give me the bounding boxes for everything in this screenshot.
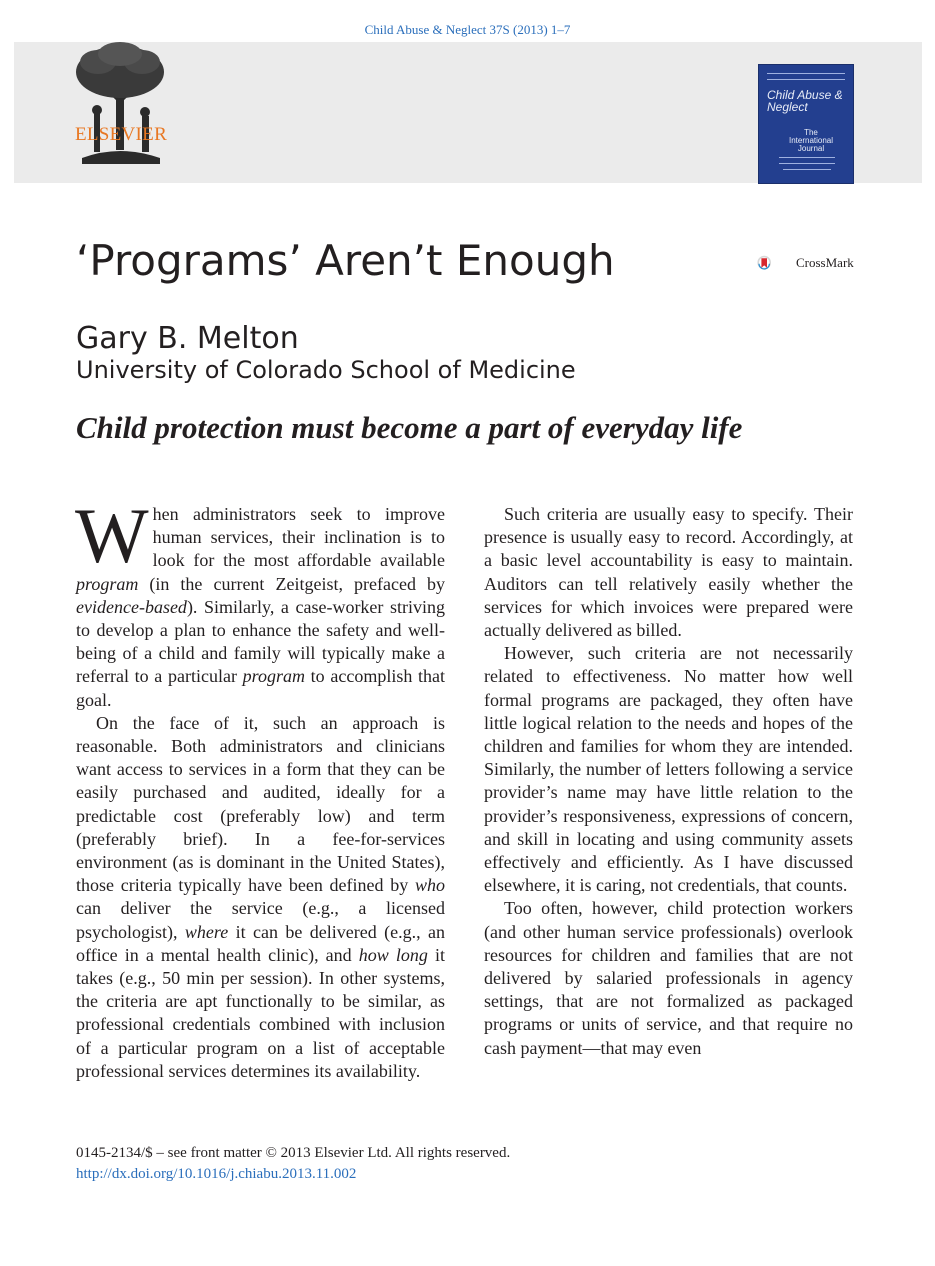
body-column-left [75,492,446,1083]
author-affiliation: University of Colorado School of Medicine [76,356,576,384]
crossmark-label[interactable]: CrossMark [796,255,854,270]
body-column-right [484,503,853,1060]
footer [76,1143,510,1185]
crossmark-icon[interactable] [757,243,797,283]
journal-cover[interactable] [758,64,854,184]
elsevier-wordmark: ELSEVIER [74,124,168,145]
article-title: ‘Programs’ Aren’t Enough [76,236,615,285]
paragraph-5: Too often, however, child protection workers (and other human service professionals) overlook resources for children and families that are not delivered by salaried professionals in agency settings, that are not formalized as packaged programs or units of service, and that require no cash payment—that may even [484,898,853,1058]
article-subtitle: Child protection must become a part of everyday life [76,410,743,445]
paragraph-3: Such criteria are usually easy to specify. Their presence is usually easy to record. Accordingly, at a basic level accountability is easy to maintain. Auditors can tell relatively easily whether the services for which invoices were prepared were actually delivered as billed. [484,504,853,641]
cover-subtitle: The International Journal [788,128,834,153]
author-name: Gary B. Melton [76,321,299,356]
copyright-notice: 0145-2134/$ – see front matter © 2013 Elsevier Ltd. All rights reserved. [76,1145,511,1161]
doi-link[interactable]: http://dx.doi.org/10.1016/j.chiabu.2013.11.002 [76,1166,357,1182]
cover-title: Child Abuse & Neglect [767,88,843,114]
elsevier-tree-logo [62,32,180,184]
journal-reference[interactable]: Child Abuse & Neglect 37S (2013) 1–7 [364,22,571,37]
paragraph-4: However, such criteria are not necessarily related to effectiveness. No matter how well formal programs are packaged, they often have little logical relation to the needs and hopes of the children and families for whom they are intended. Similarly, the number of letters following a service provider’s name may have little relation to the provider’s responsiveness, expressions of concern, and skill in locating and using community assets effectively and efficiently. As I have discussed elsewhere, it is caring, not credentials, that counts. [484,643,853,896]
paragraph-1: When administrators seek to improve human services, their inclination is to look for the most affordable available program (in the current Zeitgeist, prefaced by evidence-based). Similarly, a case-worker striving to develop a plan to enhance the safety and well-being of a child and family will typically make a referral to a particular program to accomplish that goal. [75,492,446,710]
paragraph-2: On the face of it, such an approach is reasonable. Both administrators and clinicians want access to services in a form that they can be easily purchased and audited, ideally for a predictable cost (preferably low) and term (preferably brief). In a fee-for-services environment (as is dominant in the United States), those criteria typically have been defined by who can deliver the service (e.g., a licensed psychologist), where it can be delivered (e.g., an office in a mental health clinic), and how long it takes (e.g., 50 min per session). In other systems, the criteria are apt functionally to be similar, as professional credentials combined with inclusion of a particular program on a list of acceptable professional services determines its availability. [76,712,446,1081]
drop-cap: W [75,492,149,579]
